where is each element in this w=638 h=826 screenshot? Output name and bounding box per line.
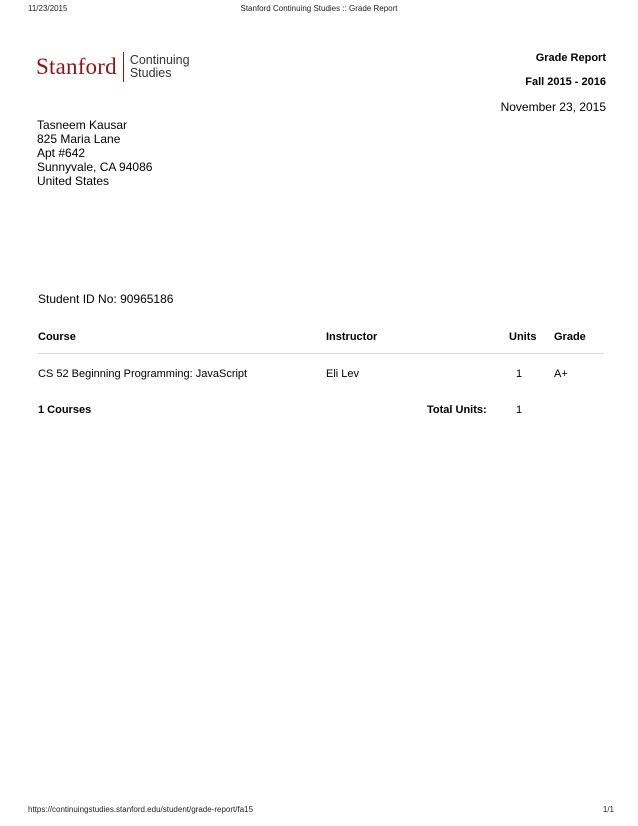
course-count: 1 Courses xyxy=(38,404,92,416)
report-date: November 23, 2015 xyxy=(500,100,606,114)
instructor-cell: Eli Lev xyxy=(326,368,360,380)
col-header-grade: Grade xyxy=(554,331,586,343)
report-term: Fall 2015 - 2016 xyxy=(525,76,606,88)
mailing-address xyxy=(37,118,152,188)
logo-subtitle-line2: Studies xyxy=(129,66,172,80)
course-cell: CS 52 Beginning Programming: JavaScript xyxy=(38,368,248,380)
print-page-number: 1/1 xyxy=(602,805,614,814)
address-name: Tasneem Kausar xyxy=(37,118,128,132)
address-country: United States xyxy=(37,174,110,188)
grade-cell: A+ xyxy=(554,368,568,380)
student-id-value: 90965186 xyxy=(120,292,174,306)
total-units-label: Total Units: xyxy=(427,404,487,416)
logo-divider xyxy=(123,52,124,82)
units-cell: 1 xyxy=(516,368,523,380)
address-city-state-zip: Sunnyvale, CA 94086 xyxy=(37,160,153,174)
print-date: 11/23/2015 xyxy=(28,4,68,13)
logo-subtitle xyxy=(130,54,190,80)
header-divider xyxy=(38,353,604,354)
logo-subtitle-line1: Continuing xyxy=(129,53,190,67)
stanford-continuing-studies-logo xyxy=(36,50,190,84)
col-header-units: Units xyxy=(509,331,537,343)
print-url: https://continuingstudies.stanford.edu/student/grade-report/fa15 xyxy=(28,805,254,814)
col-header-instructor: Instructor xyxy=(326,331,378,343)
print-page-title: Stanford Continuing Studies :: Grade Report xyxy=(240,4,398,13)
address-line2: Apt #642 xyxy=(37,146,86,160)
logo-stanford-text: Stanford xyxy=(36,54,117,79)
student-id-label: Student ID No: xyxy=(38,292,117,306)
address-line1: 825 Maria Lane xyxy=(37,132,121,146)
col-header-course: Course xyxy=(38,331,76,343)
student-id xyxy=(38,292,173,306)
total-units-value: 1 xyxy=(516,404,523,416)
report-title: Grade Report xyxy=(535,52,606,64)
